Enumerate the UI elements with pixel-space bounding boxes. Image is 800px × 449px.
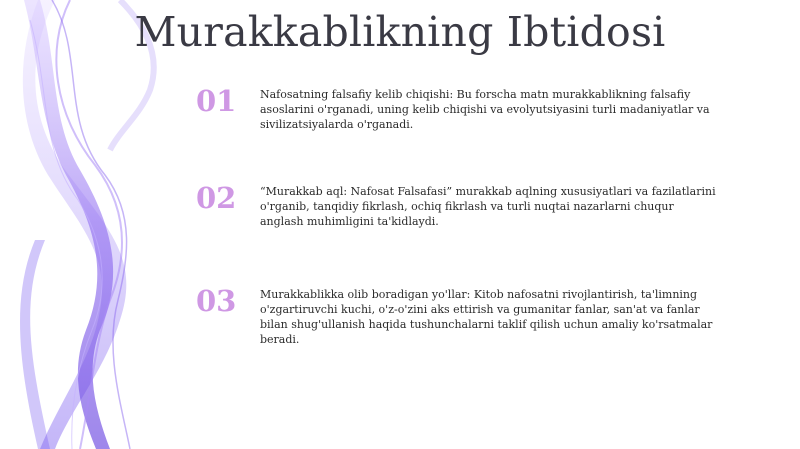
item-text: Murakkablikka olib boradigan yo'llar: Kitob nafosatni rivojlantirish, ta'limning o'zgartiruvchi kuchi, o'z-o'zini aks ettirish va gumanitar fanlar, san'at va fanlar bilan shug'ullanish haqida tushunchalarni taklif qilish uchun amaliy ko'rsatmalar beradi. [260,288,713,346]
slide-title: Murakkablikning Ibtidosi [134,8,666,56]
item-text: “Murakkab aql: Nafosat Falsafasi” murakkab aqlning xususiyatlari va fazilatlarini o'rganib, tanqidiy fikrlash, ochiq fikrlash va turli nuqtai nazarlarni chuqur anglash muhimligini ta'kidlaydi. [260,185,716,228]
item-number: 03 [196,284,237,318]
item-number: 01 [196,84,237,118]
item-text: Nafosatning falsafiy kelib chiqishi: Bu forscha matn murakkablikning falsafiy asoslarini o'rganadi, uning kelib chiqishi va evolyutsiyasini turli madaniyatlar va sivilizatsiyalarda o'rganadi. [260,88,710,131]
purple-ribbon-decoration [0,0,230,449]
item-number: 02 [196,181,237,215]
